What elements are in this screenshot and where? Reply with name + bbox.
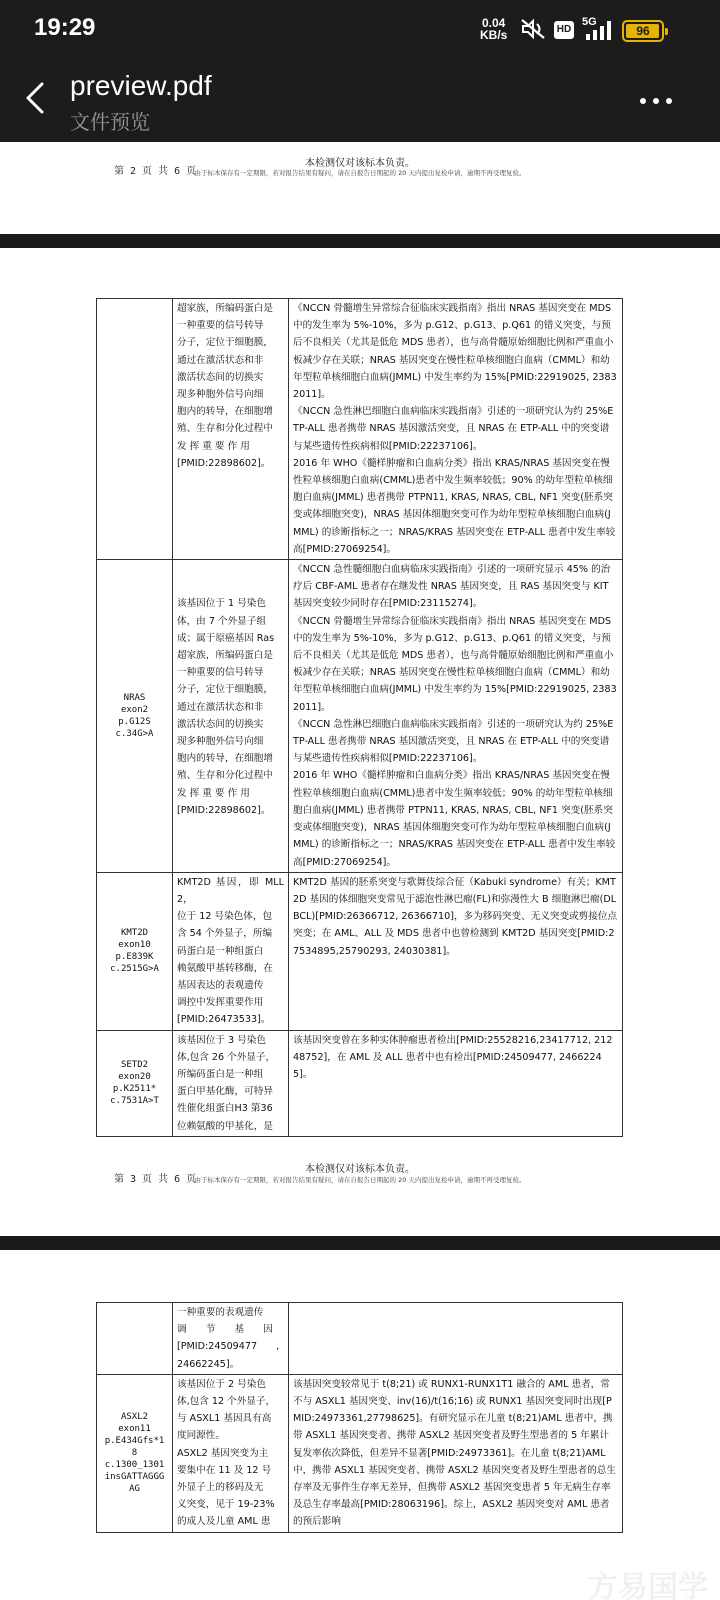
gene-description-line: 体,包含 26 个外显子， [177, 1051, 276, 1063]
gene-variant-line: p.E434Gfs*1 [104, 1436, 165, 1447]
gene-variant-line: c.1300_1301 [104, 1460, 165, 1471]
gene-variant-cell [97, 872, 173, 1030]
footer-notice: 由于标本保存有一定期限，若对报告结果有疑问，请在自报告日期起的 20 天内提出复检申请，逾期不再受理复检。 [194, 169, 526, 177]
gene-description-line: ASXL2 基因突变为主 [177, 1447, 269, 1459]
gene-description-line: 发 挥 重 要 作 用 [177, 787, 250, 799]
pdf-page-2 [0, 142, 720, 234]
gene-description-line: 一种重要的信号转导 [177, 667, 264, 679]
gene-description-cell [173, 1303, 289, 1375]
gene-description-cell [173, 299, 289, 560]
clinical-significance-cell [289, 299, 623, 560]
clinical-paragraph: 2016 年 WHO《髓样肿瘤和白血病分类》指出 KRAS/NRAS 基因突变在慢性粒单核细胞白血病(CMML)患者中发生频率较低；90% 的幼年型粒单核细胞白血病(JMML) 患者携带 PTPN11, KRAS, NRAS, CBL, NF1 突变(胚系突变或体细胞突变)，NRAS 基因体细胞突变可作为幼年型粒单核细胞白血病(JMML) 的诊断指标之一；NRAS/KRAS 基因突变在 ETP-ALL 患者中发生率较高[PMID:27069254]。 [293, 457, 616, 555]
gene-variant-cell [97, 1374, 173, 1532]
gene-description-line: 所编码蛋白是一种组 [177, 1068, 264, 1080]
gene-description-line: 度同源性。 [177, 1430, 225, 1442]
gene-description-line: 激活状态间的切换实 [177, 371, 264, 383]
gene-variant-line: KMT2D [120, 928, 149, 939]
gene-variant-cell [97, 1030, 173, 1136]
page-indicator: 第 3 页 共 6 页 [114, 1174, 197, 1185]
gene-variant-line: c.34G>A [115, 728, 154, 739]
gene-description-line: 位赖氨酸的甲基化，是 [177, 1120, 273, 1132]
table-row [97, 299, 623, 560]
chevron-left-icon[interactable] [16, 76, 56, 120]
clinical-significance-cell [289, 1030, 623, 1136]
gene-variant-line: p.K2511* [112, 1084, 157, 1095]
gene-variant-line: c.7531A>T [110, 1096, 159, 1107]
gene-description-line: 超家族，所编码蛋白是 [177, 650, 273, 662]
gene-description-line [177, 578, 284, 595]
gene-variant-line: c.2515G>A [110, 964, 159, 975]
mute-icon [520, 18, 546, 40]
table-row [97, 1374, 623, 1532]
more-vertical-icon[interactable] [636, 90, 676, 112]
gene-description-line: 的成人及儿童 AML 患 [177, 1516, 271, 1528]
battery-icon [622, 20, 664, 42]
gene-description-line: 外显子上的移码及无 [177, 1482, 264, 1494]
gene-description-line: 码蛋白是一种组蛋白 [177, 945, 264, 957]
gene-description-line: 位于 12 号染色体，包 [177, 911, 273, 923]
gene-variant-line: ASXL2 [120, 1412, 149, 1423]
file-title: preview.pdf [70, 70, 212, 101]
gene-description-line: 殖、生存和分化过程中 [177, 423, 273, 435]
gene-description-line: [PMID:22898602]。 [177, 457, 271, 469]
footer-notice: 由于标本保存有一定期限，若对报告结果有疑问，请在自报告日期起的 20 天内提出复检申请，逾期不再受理复检。 [194, 1176, 526, 1184]
gene-description-line: KMT2D 基因，即 MLL2， [177, 876, 284, 905]
status-bar [0, 0, 720, 60]
report-table [96, 1302, 623, 1533]
gene-variant-line: AG [129, 1484, 140, 1495]
network-speed-unit: KB/s [480, 28, 508, 42]
gene-description-line: 现多种胞外信号向细 [177, 736, 264, 748]
gene-description-line: 激活状态间的切换实 [177, 718, 264, 730]
clinical-paragraph: 《NCCN 骨髓增生异常综合征临床实践指南》指出 NRAS 基因突变在 MDS 中的发生率为 5%-10%，多为 p.G12、p.G13、p.Q61 的错义突变，与预后不良相关（尤其是低危 MDS 患者），也与高骨髓原始细胞比例和严重血小板减少存在关联；NRAS 基因突变在慢性粒单核细胞白血病（CMML）和幼年型粒单核细胞白血病(JMML) 中发生率约为 15%[PMID:22919025, 23832011]。 [293, 615, 617, 713]
gene-description-line: 24662245]。 [177, 1358, 240, 1370]
gene-variant-cell [97, 1303, 173, 1375]
gene-variant-cell [97, 299, 173, 560]
gene-description-line: [PMID:26473533]。 [177, 1014, 271, 1026]
gene-description-line: 分子，定位于细胞膜， [177, 337, 273, 349]
gene-description-line: 蛋白甲基化酶，可特异 [177, 1086, 273, 1098]
clinical-significance-cell [289, 560, 623, 873]
gene-description-line: 一种重要的信号转导 [177, 320, 264, 332]
gene-description-line: 殖、生存和分化过程中 [177, 770, 273, 782]
pdf-page-3 [0, 248, 720, 1236]
clinical-paragraph: 《NCCN 骨髓增生异常综合征临床实践指南》指出 NRAS 基因突变在 MDS 中的发生率为 5%-10%，多为 p.G12、p.G13、p.Q61 的错义突变，与预后不良相关（尤其是低危 MDS 患者），也与高骨髓原始细胞比例和严重血小板减少存在关联；NRAS 基因突变在慢性粒单核细胞白血病（CMML）和幼年型粒单核细胞白血病(JMML) 中发生率约为 15%[PMID:22919025, 23832011]。 [293, 303, 617, 401]
gene-description-line: 性催化组蛋白H3 第36 [177, 1103, 273, 1115]
gene-variant-line: SETD2 [120, 1060, 149, 1071]
clinical-significance-cell [289, 1303, 623, 1375]
gene-description-line: 超家族，所编码蛋白是 [177, 303, 273, 314]
gene-description-line: 该基因位于 1 号染色 [177, 598, 266, 610]
gene-description-line: 现多种胞外信号向细 [177, 389, 264, 401]
gene-variant-line: insGATTAGGG [104, 1472, 165, 1483]
gene-description-line: 含 54 个外显子，所编 [177, 928, 273, 940]
clinical-paragraph: 该基因突变较常见于 t(8;21) 或 RUNX1-RUNX1T1 融合的 AML 患者，常不与 ASXL1 基因突变、inv(16)/t(16;16) 或 RUNX1 基因突变同时出现[PMID:24973361,27798625]。有研究显示在儿童 t(8;21)AML 患者中，携带 ASXL1 基因突变者、携带 ASXL2 基因突变者及野生型患者的 5 年累计复发率依次降低，但差异不显著[PMID:24973361]。在儿童 t(8;21)AML 中，携带 ASXL1 基因突变者、携带 ASXL2 基因突变者及野生型患者的总生存率及无事件生存率无差异，但携带 ASXL2 基因突变患者 5 年无病生存率及总生存率最高[PMID:28063196]。综上，ASXL2 基因突变对 AML 患者的预后影响 [293, 1378, 616, 1528]
gene-variant-line: exon10 [118, 940, 151, 951]
gene-variant-line: 8 [131, 1448, 138, 1459]
gene-description-line: 调控中发挥重要作用 [177, 997, 264, 1009]
network-type: 5G [582, 16, 597, 28]
gene-description-line: 胞内的转导，在细胞增 [177, 406, 273, 418]
gene-variant-line: exon11 [118, 1424, 151, 1435]
gene-description-line: 要集中在 11 及 12 号 [177, 1464, 272, 1476]
gene-description-line: 通过在激活状态和非 [177, 701, 264, 713]
gene-description-line: 该基因位于 3 号染色 [177, 1034, 266, 1046]
hd-badge: HD [554, 21, 574, 39]
gene-description-cell [173, 560, 289, 873]
footer-disclaimer: 本检测仅对该标本负责。 [305, 158, 415, 169]
gene-description-cell [173, 872, 289, 1030]
gene-description-line: 该基因位于 2 号染色 [177, 1378, 266, 1390]
gene-description-line: [PMID:24509477 , [177, 1341, 280, 1353]
gene-description-line [177, 561, 284, 578]
gene-description-cell [173, 1030, 289, 1136]
report-table [96, 298, 623, 1137]
gene-description-line: 成；属于原癌基因 Ras [177, 632, 275, 644]
gene-variant-line: exon20 [118, 1072, 151, 1083]
table-row [97, 1030, 623, 1136]
clinical-paragraph: 该基因突变曾在多种实体肿瘤患者检出[PMID:25528216,23417712, 21248752]，在 AML 及 ALL 患者中也有检出[PMID:24509477, 24662245]。 [293, 1034, 613, 1080]
gene-variant-line: p.G12S [118, 716, 151, 727]
gene-description-line: 义突变，见于 19-23% [177, 1499, 275, 1511]
gene-description-cell [173, 1374, 289, 1532]
gene-description-line: 体,包含 12 个外显子， [177, 1396, 276, 1408]
gene-description-line: [PMID:22898602]。 [177, 804, 271, 816]
gene-variant-cell [97, 560, 173, 873]
network-speed [480, 17, 507, 41]
footer-disclaimer: 本检测仅对该标本负责。 [305, 1164, 415, 1175]
gene-description-line: 发 挥 重 要 作 用 [177, 440, 250, 452]
table-row [97, 872, 623, 1030]
gene-description-line: 一种重要的表观遗传 [177, 1307, 264, 1318]
clinical-paragraph: KMT2D 基因的胚系突变与歌舞伎综合征（Kabuki syndrome）有关；KMT2D 基因的体细胞突变常见于滤泡性淋巴瘤(FL)和弥漫性大 B 细胞淋巴瘤(DLBCL)[PMID:26366712, 26366710]，多为移码突变、无义突变或剪接位点突变；在 AML、ALL 及 MDS 患者中也曾检测到 KMT2D 基因突变[PMID:27534895,25790293, 24030381]。 [293, 876, 618, 957]
network-speed-value: 0.04 [481, 16, 506, 30]
pdf-page-4 [0, 1250, 720, 1600]
battery-tip [665, 28, 668, 35]
battery-level: 96 [636, 24, 650, 38]
pdf-viewer[interactable] [0, 142, 720, 1600]
gene-description-line: 体，由 7 个外显子组 [177, 615, 266, 627]
file-subtitle: 文件预览 [70, 110, 150, 134]
gene-description-line: 与 ASXL1 基因具有高 [177, 1413, 272, 1425]
clinical-paragraph: 《NCCN 急性髓细胞白血病临床实践指南》引述的一项研究显示 45% 的治疗后 CBF-AML 患者存在继发性 NRAS 基因突变，且 RAS 基因突变与 KIT 基因突变较少同时存在[PMID:23115274]。 [293, 564, 611, 610]
clinical-significance-cell [289, 1374, 623, 1532]
gene-variant-line: p.E839K [115, 952, 154, 963]
gene-description-line: 赖氨酸甲基转移酶，在 [177, 962, 273, 974]
clinical-paragraph: 《NCCN 急性淋巴细胞白血病临床实践指南》引述的一项研究认为约 25%ETP-ALL 患者携带 NRAS 基因激活突变，且 NRAS 在 ETP-ALL 中的突变谱与某些遗传性疾病相似[PMID:22237106]。 [293, 406, 614, 452]
watermark: 方易国学 [588, 1570, 708, 1600]
clinical-paragraph: 2016 年 WHO《髓样肿瘤和白血病分类》指出 KRAS/NRAS 基因突变在慢性粒单核细胞白血病(CMML)患者中发生频率较低；90% 的幼年型粒单核细胞白血病(JMML) 患者携带 PTPN11, KRAS, NRAS, CBL, NF1 突变(胚系突变或体细胞突变)，NRAS 基因体细胞突变可作为幼年型粒单核细胞白血病(JMML) 的诊断指标之一；NRAS/KRAS 基因突变在 ETP-ALL 患者中发生率较高[PMID:27069254]。 [293, 770, 616, 868]
clinical-significance-cell [289, 872, 623, 1030]
clinical-paragraph: 《NCCN 急性淋巴细胞白血病临床实践指南》引述的一项研究认为约 25%ETP-ALL 患者携带 NRAS 基因激活突变，且 NRAS 在 ETP-ALL 中的突变谱与某些遗传性疾病相似[PMID:22237106]。 [293, 718, 614, 765]
table-row [97, 560, 623, 873]
gene-description-line: 胞内的转导，在细胞增 [177, 753, 273, 765]
gene-variant-line: exon2 [120, 704, 149, 715]
status-time: 19:29 [34, 14, 96, 41]
table-row [97, 1303, 623, 1375]
gene-description-line: 基因表达的表观遗传 [177, 979, 264, 991]
signal-icon [584, 20, 614, 40]
gene-variant-line: NRAS [123, 692, 146, 703]
page-indicator: 第 2 页 共 6 页 [114, 166, 197, 177]
gene-description-line: 分子，定位于细胞膜， [177, 684, 273, 696]
app-bar [0, 60, 720, 142]
gene-description-line: 通过在激活状态和非 [177, 354, 264, 366]
gene-description-line: 调 节 基 因 [177, 1324, 273, 1336]
